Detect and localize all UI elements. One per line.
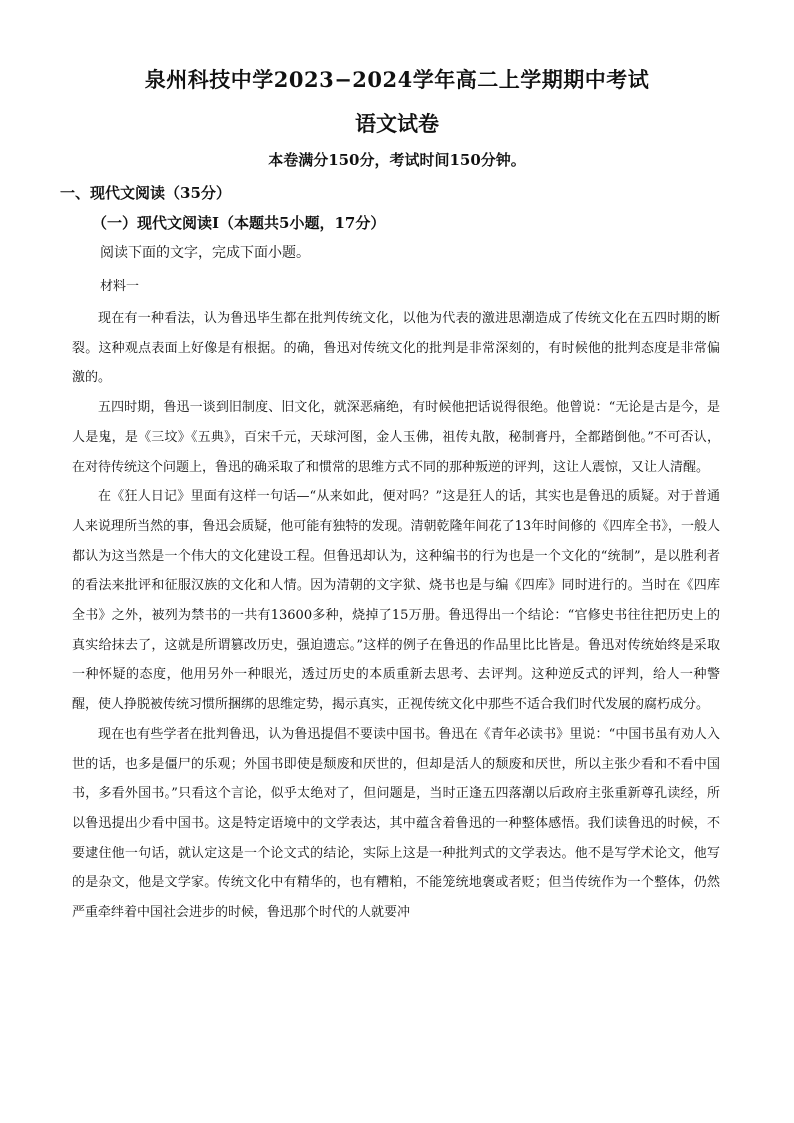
exam-note: 本卷满分150分，考试时间150分钟。: [268, 151, 526, 169]
subsection-heading: （一）现代文阅读Ⅰ（本题共5小题，17分）: [92, 214, 386, 232]
paragraph-4: 现在也有些学者在批判鲁迅，认为鲁迅提倡不要读中国书。鲁迅在《青年必读书》里说：“中国书虽有劝人入世的话，也多是僵尸的乐观；外国书即使是颓废和厌世的，但却是活人的颓废和厌世，所以主张少看和不看中国书，多看外国书。”只看这个言论，似乎太绝对了，但问题是，当时正逢五四落潮以后政府主张重新尊孔读经，所以鲁迅提出少看中国书。这是特定语境中的文学表达，其中蕴含着鲁迅的一种整体感悟。我们读鲁迅的时候，不要逮住他一句话，就认定这是一个论文式的结论，实际上这是一种批判式的文学表达。他不是写学术论文，他写的是杂文，他是文学家。传统文化中有精华的，也有糟粕，不能笼统地褒或者贬；但当传统作为一个整体，仍然严重牵绊着中国社会进步的时候，鲁迅那个时代的人就要冲: [72, 726, 720, 921]
article-body: [72, 304, 720, 928]
paragraph-2: 五四时期，鲁迅一谈到旧制度、旧文化，就深恶痛绝，有时候他把话说得很绝。他曾说：“无论是古是今，是人是鬼，是《三坟》《五典》，百宋千元，天球河图，金人玉佛，祖传丸散，秘制膏丹，全都踏倒他。”不可否认，在对待传统这个问题上，鲁迅的确采取了和惯常的思维方式不同的那种叛逆的评判，这让人震惊，又让人清醒。: [72, 400, 720, 475]
paragraph-3: 在《狂人日记》里面有这样一句话—“从来如此，便对吗？”这是狂人的话，其实也是鲁迅的质疑。对于普通人来说理所当然的事，鲁迅会质疑，他可能有独特的发现。清朝乾隆年间花了13年时间修的《四库全书》，一般人都认为这当然是一个伟大的文化建设工程。但鲁迅却认为，这种编书的行为也是一个文化的“统制”，是以胜利者的看法来批评和征服汉族的文化和人情。因为清朝的文字狱、烧书也是与编《四库》同时进行的。当时在《四库全书》之外，被列为禁书的一共有13600多种，烧掉了15万册。鲁迅得出一个结论：“官修史书往往把历史上的真实给抹去了，这就是所谓篡改历史，强迫遗忘。”这样的例子在鲁迅的作品里比比皆是。鲁迅对传统始终是采取一种怀疑的态度，他用另外一种眼光，透过历史的本质重新去思考、去评判。这种逆反式的评判，给人一种警醒，使人挣脱被传统习惯所捆绑的思维定势，揭示真实，正视传统文化中那些不适合我们时代发展的腐朽成分。: [72, 489, 720, 713]
paragraph-1: 现在有一种看法，认为鲁迅毕生都在批判传统文化，以他为代表的激进思潮造成了传统文化在五四时期的断裂。这种观点表面上好像是有根据。的确，鲁迅对传统文化的批判是非常深刻的，有时候他的批判态度是非常偏激的。: [72, 311, 720, 386]
reading-instruction: 阅读下面的文字，完成下面小题。: [100, 245, 310, 261]
exam-title: 泉州科技中学2023−2024学年高二上学期期中考试: [144, 67, 650, 92]
section-heading: 一、现代文阅读（35分）: [60, 184, 231, 202]
exam-subtitle: 语文试卷: [355, 111, 439, 136]
material-label: 材料一: [100, 279, 140, 294]
